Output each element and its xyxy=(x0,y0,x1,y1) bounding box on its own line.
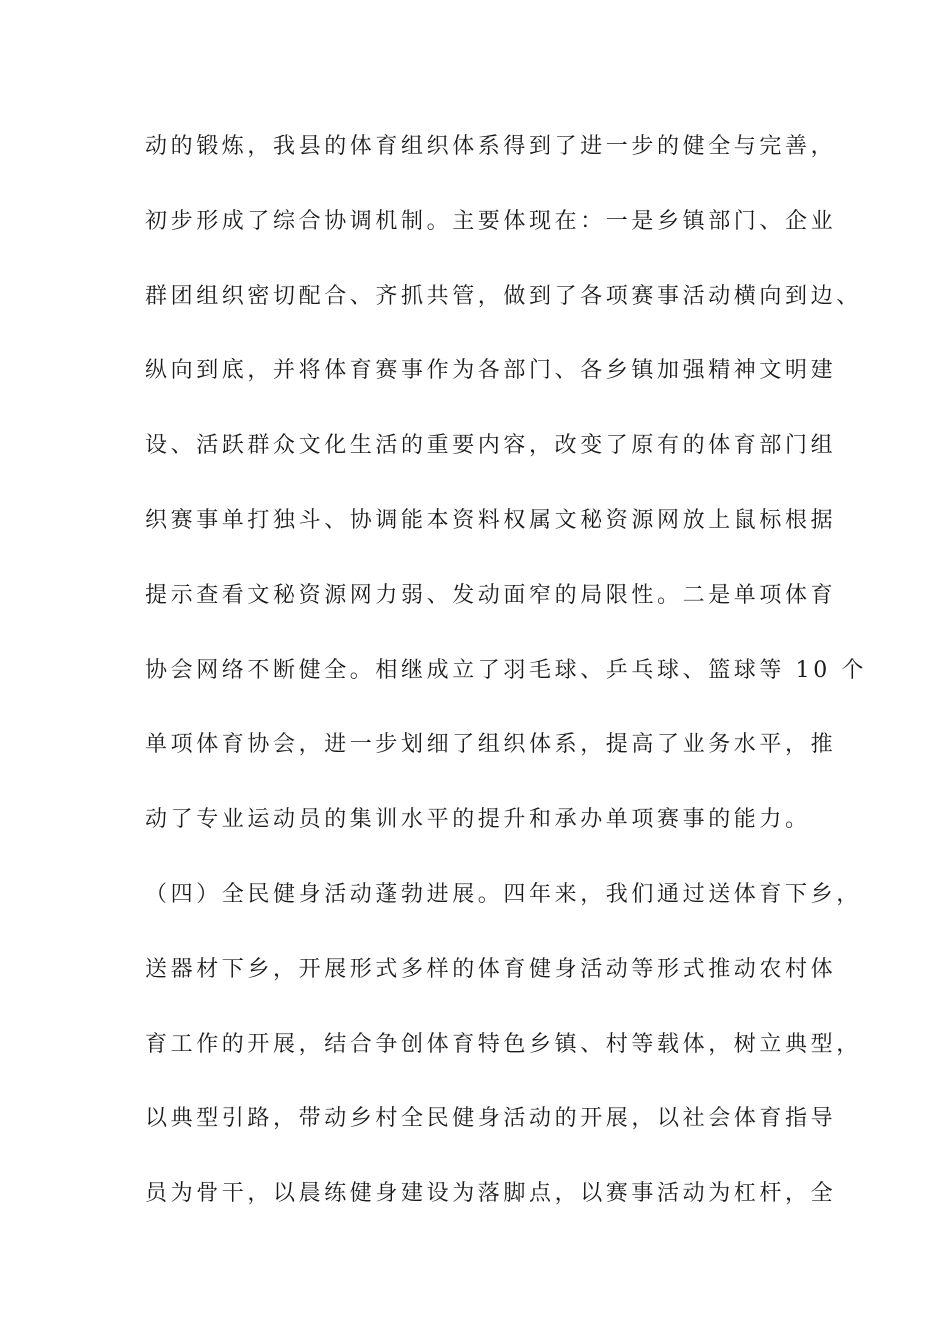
text-line: 设、活跃群众文化生活的重要内容，改变了原有的体育部门组 xyxy=(145,433,837,459)
text-line: 单项体育协会，进一步划细了组织体系，提高了业务水平，推 xyxy=(145,732,837,758)
text-line: 送器材下乡，开展形式多样的体育健身活动等形式推动农村体 xyxy=(145,956,837,982)
section-heading-line: （四）全民健身活动蓬勃进展。四年来，我们通过送体育下乡， xyxy=(145,881,862,907)
text-line: 织赛事单打独斗、协调能本资料权属文秘资源网放上鼠标根据 xyxy=(145,507,837,533)
body-text xyxy=(145,127,867,1249)
text-line: 动了专业运动员的集训水平的提升和承办单项赛事的能力。 xyxy=(145,807,811,833)
text-line: 纵向到底，并将体育赛事作为各部门、各乡镇加强精神文明建 xyxy=(145,358,837,384)
text-line: 群团组织密切配合、齐抓共管，做到了各项赛事活动横向到边、 xyxy=(145,283,862,309)
text-line: 提示查看文秘资源网力弱、发动面窄的局限性。二是单项体育 xyxy=(145,582,837,608)
text-line: 以典型引路，带动乡村全民健身活动的开展，以社会体育指导 xyxy=(145,1106,837,1132)
text-line: 动的锻炼，我县的体育组织体系得到了进一步的健全与完善， xyxy=(145,134,837,159)
text-line: 初步形成了综合协调机制。主要体现在：一是乡镇部门、企业 xyxy=(145,208,837,234)
text-line: 员为骨干，以晨练健身建设为落脚点，以赛事活动为杠杆，全 xyxy=(145,1181,837,1207)
text-line: 协会网络不断健全。相继成立了羽毛球、乒乓球、篮球等 10 个 xyxy=(145,657,867,683)
text-line: 育工作的开展，结合争创体育特色乡镇、村等载体，树立典型， xyxy=(145,1031,862,1057)
